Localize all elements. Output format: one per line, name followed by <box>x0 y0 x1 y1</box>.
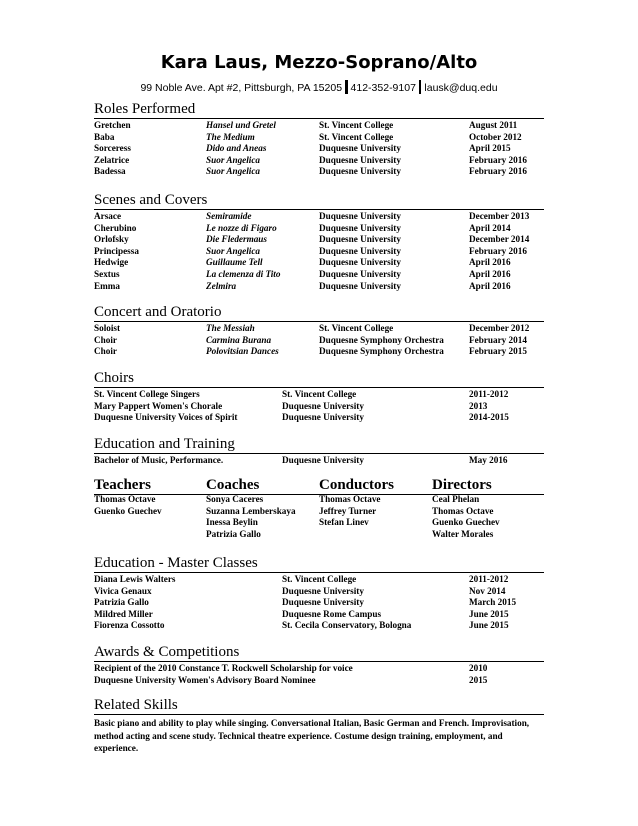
list-item: Inessa Beylin <box>206 517 258 528</box>
table-row <box>94 675 544 687</box>
table-cell: Hedwige <box>94 257 129 268</box>
table-cell: June 2015 <box>469 620 509 631</box>
awards-rows <box>94 663 544 686</box>
awards-section <box>94 644 544 686</box>
table-cell: February 2016 <box>469 154 527 165</box>
choirs-rows <box>94 389 544 424</box>
skills-section <box>94 697 544 755</box>
table-cell: Duquesne University <box>282 455 364 465</box>
table-cell: Zelmira <box>206 280 237 291</box>
table-cell: Duquesne University <box>319 257 401 268</box>
table-cell: Polovitsian Dances <box>206 346 279 357</box>
table-cell: April 2015 <box>469 143 511 154</box>
table-cell: April 2016 <box>469 280 511 291</box>
separator-bar <box>345 80 348 94</box>
table-cell: Principessa <box>94 245 139 256</box>
section-heading: Education - Master Classes <box>94 555 544 573</box>
table-cell: Le nozze di Figaro <box>206 222 277 233</box>
table-row <box>94 574 544 586</box>
contact-line <box>0 80 638 94</box>
table-cell: St. Vincent College Singers <box>94 389 200 399</box>
concert-section <box>94 304 544 358</box>
table-cell: October 2012 <box>469 131 522 142</box>
table-cell: Vivica Genaux <box>94 585 152 596</box>
table-cell: Nov 2014 <box>469 585 506 596</box>
table-cell: Sextus <box>94 268 120 279</box>
table-row <box>94 389 544 401</box>
column-items <box>432 494 500 540</box>
column-items <box>319 494 394 529</box>
table-row <box>94 323 544 335</box>
table-row <box>94 143 544 155</box>
table-cell: Duquesne University <box>282 400 364 411</box>
resume-name: Kara Laus, Mezzo-Soprano/Alto <box>160 52 478 73</box>
table-cell: Guillaume Tell <box>206 257 263 268</box>
separator-bar <box>419 80 422 94</box>
table-cell: Duquesne University <box>319 245 401 256</box>
choirs-section <box>94 370 544 424</box>
column-heading: Conductors <box>319 477 395 493</box>
table-cell: June 2015 <box>469 608 509 619</box>
table-cell: St. Cecila Conservatory, Bologna <box>282 620 412 631</box>
table-row <box>94 663 544 675</box>
conductors-column <box>319 477 394 529</box>
table-cell: Fiorenza Cossotto <box>94 620 165 631</box>
roles-section <box>94 101 544 178</box>
table-cell: Mary Pappert Women's Chorale <box>94 400 223 411</box>
list-item: Guenko Guechev <box>432 517 500 528</box>
table-cell: Die Fledermaus <box>206 234 267 245</box>
table-cell: Dido and Aneas <box>206 143 267 154</box>
table-cell: February 2014 <box>469 334 527 345</box>
section-heading: Related Skills <box>94 697 544 715</box>
table-row <box>94 211 544 223</box>
table-cell: December 2013 <box>469 211 530 221</box>
table-row <box>94 269 544 281</box>
table-cell: May 2016 <box>469 455 508 465</box>
section-heading: Awards & Competitions <box>94 644 544 662</box>
table-cell: Orlofsky <box>94 234 129 245</box>
table-row <box>94 609 544 621</box>
table-cell: Duquesne University <box>282 412 364 423</box>
table-cell: February 2015 <box>469 346 527 357</box>
skills-text: Basic piano and ability to play while singing. Conversational Italian, Basic German and French. Improvisation, method acting and scene study. Technical theatre experience. Costume design training, employment, and experience. <box>94 718 530 753</box>
table-cell: Duquesne University <box>319 268 401 279</box>
table-cell: Duquesne University <box>319 211 401 221</box>
list-item: Jeffrey Turner <box>319 505 377 516</box>
list-item: Sonya Caceres <box>206 494 264 504</box>
table-cell: St. Vincent College <box>319 131 394 142</box>
table-row <box>94 281 544 293</box>
table-cell: 2015 <box>469 674 488 685</box>
table-row <box>94 401 544 413</box>
table-cell: March 2015 <box>469 597 517 608</box>
section-heading: Concert and Oratorio <box>94 304 544 322</box>
table-cell: La clemenza di Tito <box>206 268 281 279</box>
table-cell: Duquesne Rome Campus <box>282 608 382 619</box>
address: 99 Noble Ave. Apt #2, Pittsburgh, PA 15205 <box>140 82 343 94</box>
table-row <box>94 586 544 598</box>
table-row <box>94 257 544 269</box>
education-rows <box>94 455 544 467</box>
table-cell: Cherubino <box>94 222 137 233</box>
table-cell: Diana Lewis Walters <box>94 574 176 584</box>
table-cell: Recipient of the 2010 Constance T. Rockwell Scholarship for voice <box>94 663 353 673</box>
section-heading: Education and Training <box>94 436 544 454</box>
table-cell: Zelatrice <box>94 154 130 165</box>
table-row <box>94 166 544 178</box>
table-cell: December 2014 <box>469 234 530 245</box>
table-cell: Patrizia Gallo <box>94 597 149 608</box>
table-cell: Carmina Burana <box>206 334 272 345</box>
table-row <box>94 346 544 358</box>
table-cell: Baba <box>94 131 115 142</box>
table-cell: Choir <box>94 334 117 345</box>
masterclasses-section <box>94 555 544 632</box>
list-item: Thomas Octave <box>319 494 381 504</box>
list-item: Ceal Phelan <box>432 494 480 504</box>
list-item: Stefan Linev <box>319 517 369 528</box>
education-section <box>94 436 544 467</box>
table-cell: 2013 <box>469 400 488 411</box>
table-cell: Suor Angelica <box>206 245 261 256</box>
table-cell: St. Vincent College <box>282 389 357 399</box>
table-cell: Bachelor of Music, Performance. <box>94 455 224 465</box>
table-cell: Emma <box>94 280 121 291</box>
masterclasses-rows <box>94 574 544 632</box>
table-cell: Duquesne University <box>282 597 364 608</box>
table-cell: 2011-2012 <box>469 574 509 584</box>
table-cell: The Medium <box>206 131 255 142</box>
table-cell: Duquesne University <box>319 280 401 291</box>
table-cell: Arsace <box>94 211 122 221</box>
scenes-rows <box>94 211 544 292</box>
table-cell: Sorceress <box>94 143 131 154</box>
list-item: Walter Morales <box>432 528 494 539</box>
list-item: Thomas Octave <box>94 494 156 504</box>
table-row <box>94 620 544 632</box>
column-heading: Teachers <box>94 477 151 493</box>
table-cell: Duquesne University Voices of Spirit <box>94 412 238 423</box>
table-cell: August 2011 <box>469 120 518 130</box>
table-cell: April 2016 <box>469 268 511 279</box>
coaches-column <box>206 477 296 540</box>
table-cell: St. Vincent College <box>282 574 357 584</box>
list-item: Patrizia Gallo <box>206 528 261 539</box>
table-cell: Mildred Miller <box>94 608 153 619</box>
table-cell: Duquesne University <box>319 154 401 165</box>
column-heading: Coaches <box>206 477 260 493</box>
table-cell: The Messiah <box>206 323 255 333</box>
table-cell: February 2016 <box>469 166 527 177</box>
table-cell: Suor Angelica <box>206 154 261 165</box>
email-link[interactable]: lausk@duq.edu <box>424 82 498 94</box>
table-cell: Choir <box>94 346 117 357</box>
table-cell: 2010 <box>469 663 488 673</box>
table-row <box>94 132 544 144</box>
directors-column <box>432 477 500 540</box>
list-item: Suzanna Lemberskaya <box>206 505 296 516</box>
phone: 412-352-9107 <box>350 82 416 94</box>
table-cell: Duquesne Symphony Orchestra <box>319 334 444 345</box>
section-heading: Scenes and Covers <box>94 192 544 210</box>
list-item: Thomas Octave <box>432 505 494 516</box>
table-row <box>94 223 544 235</box>
table-row <box>94 234 544 246</box>
table-row <box>94 597 544 609</box>
table-cell: St. Vincent College <box>319 120 394 130</box>
column-items <box>94 494 162 517</box>
section-rule <box>94 494 544 495</box>
section-heading: Roles Performed <box>94 101 544 119</box>
table-row <box>94 155 544 167</box>
table-row <box>94 335 544 347</box>
table-row <box>94 455 544 467</box>
table-cell: Semiramide <box>206 211 252 221</box>
table-cell: Duquesne University <box>282 585 364 596</box>
table-cell: December 2012 <box>469 323 530 333</box>
table-cell: Duquesne University <box>319 166 401 177</box>
table-row <box>94 412 544 424</box>
section-heading: Choirs <box>94 370 544 388</box>
column-items <box>206 494 296 540</box>
table-cell: Duquesne University <box>319 234 401 245</box>
table-cell: April 2014 <box>469 222 511 233</box>
scenes-section <box>94 192 544 292</box>
table-cell: 2014-2015 <box>469 412 509 423</box>
table-cell: Duquesne University Women's Advisory Board Nominee <box>94 674 316 685</box>
table-cell: Hansel und Gretel <box>206 120 276 130</box>
table-cell: 2011-2012 <box>469 389 509 399</box>
table-cell: Suor Angelica <box>206 166 261 177</box>
table-cell: Duquesne Symphony Orchestra <box>319 346 444 357</box>
table-row <box>94 120 544 132</box>
list-item: Guenko Guechev <box>94 505 162 516</box>
table-cell: Gretchen <box>94 120 131 130</box>
column-heading: Directors <box>432 477 492 493</box>
table-cell: Duquesne University <box>319 222 401 233</box>
table-cell: February 2016 <box>469 245 527 256</box>
roles-rows <box>94 120 544 178</box>
table-cell: Duquesne University <box>319 143 401 154</box>
teachers-column <box>94 477 162 517</box>
table-cell: St. Vincent College <box>319 323 394 333</box>
table-cell: April 2016 <box>469 257 511 268</box>
table-cell: Soloist <box>94 323 121 333</box>
table-row <box>94 246 544 258</box>
concert-rows <box>94 323 544 358</box>
table-cell: Badessa <box>94 166 126 177</box>
